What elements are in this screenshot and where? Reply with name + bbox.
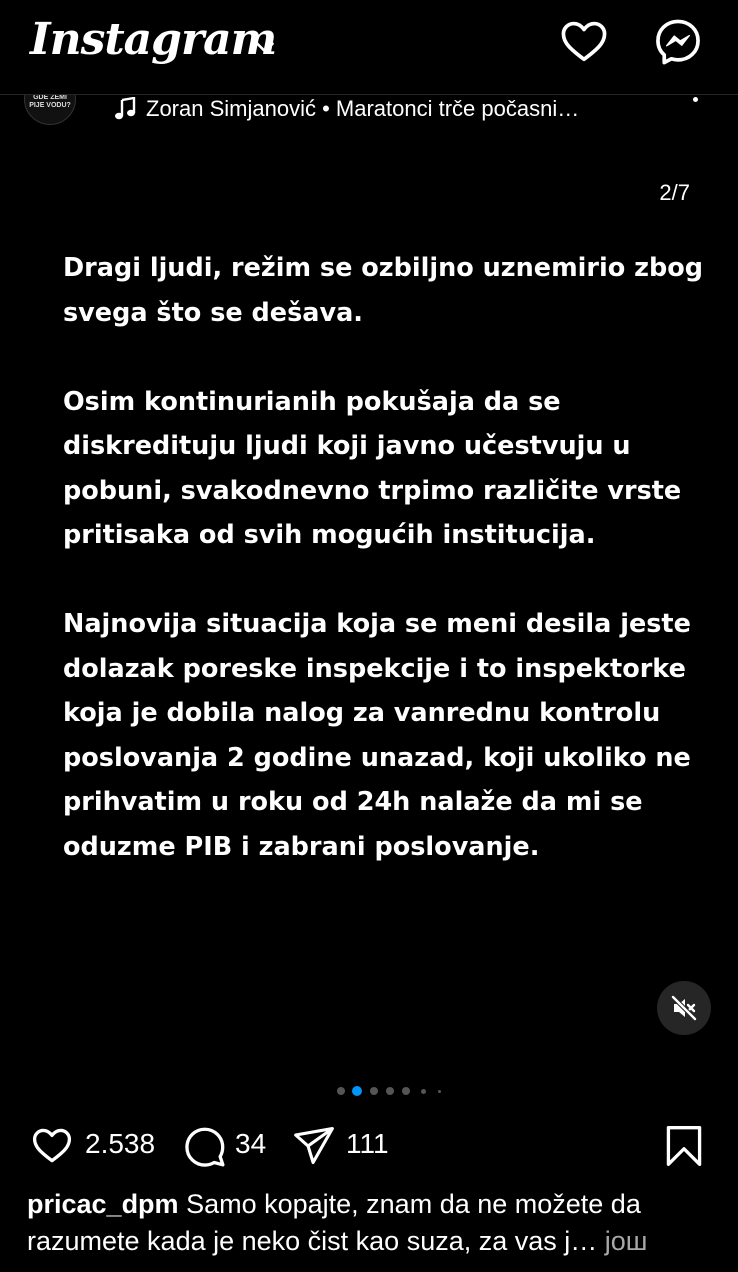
- instagram-logo[interactable]: Instagram: [30, 14, 277, 65]
- post-paragraph: Najnovija situacija koja se meni desila jeste dolazak poreske inspekcije i to inspektorke koja je dobila nalog za vanrednu kontrolu poslovanja 2 godine unazad, koji ukoliko ne prihvatim u roku od 24h nalaže da mi se oduzme PIB i zabrani poslovanje.: [63, 609, 691, 862]
- like-heart-icon[interactable]: [30, 1124, 74, 1168]
- post-paragraph: Dragi ljudi, režim se ozbiljno uznemirio zbog svega što se dešava.: [63, 253, 703, 328]
- like-count[interactable]: 2.538: [85, 1128, 156, 1159]
- carousel-dot: [402, 1087, 410, 1095]
- comment-icon[interactable]: [183, 1124, 227, 1168]
- post-paragraph: Osim kontinurianih pokušaja da se diskredituju ljudi koji javno učestvuju u pobuni, svakodnevno trpimo različite vrste pritisaka od svih mogućih institucija.: [63, 386, 682, 550]
- avatar[interactable]: [24, 95, 76, 125]
- post-caption: [27, 1186, 707, 1260]
- carousel-dot: [438, 1090, 441, 1093]
- carousel-dot: [337, 1087, 345, 1095]
- audio-track-label[interactable]: Zoran Simjanović • Maratonci trče počasni…: [146, 96, 580, 121]
- action-bar: [0, 1120, 738, 1170]
- carousel-dot: [386, 1087, 394, 1095]
- post-text: [63, 246, 703, 914]
- top-bar: [0, 0, 738, 95]
- caption-more-link[interactable]: још: [597, 1226, 648, 1256]
- comment-count[interactable]: 34: [235, 1128, 267, 1159]
- messenger-icon[interactable]: [652, 16, 704, 68]
- speaker-muted-icon: [671, 995, 697, 1021]
- chevron-down-icon[interactable]: [252, 34, 278, 60]
- carousel-dot: [370, 1087, 378, 1095]
- heart-icon[interactable]: [558, 16, 610, 68]
- carousel-dot-active: [352, 1086, 362, 1096]
- carousel-counter: 2/7: [659, 180, 690, 205]
- send-icon[interactable]: [292, 1124, 336, 1168]
- avatar-text: GDE ZEMI: [33, 95, 67, 101]
- mute-button[interactable]: [657, 981, 711, 1035]
- carousel-dot: [421, 1089, 426, 1094]
- bookmark-icon[interactable]: [662, 1124, 706, 1168]
- post-header: [0, 95, 738, 139]
- caption-username[interactable]: pricac_dpm: [27, 1189, 179, 1219]
- music-note-icon: [114, 97, 136, 121]
- share-count[interactable]: 111: [346, 1128, 389, 1159]
- more-options-icon[interactable]: [693, 97, 698, 102]
- avatar-text: PIJE VODU?: [29, 102, 71, 109]
- caption-text: Samo kopajte, znam da ne možete da razumete kada je neko čist kao suza, za vas j…: [27, 1189, 641, 1256]
